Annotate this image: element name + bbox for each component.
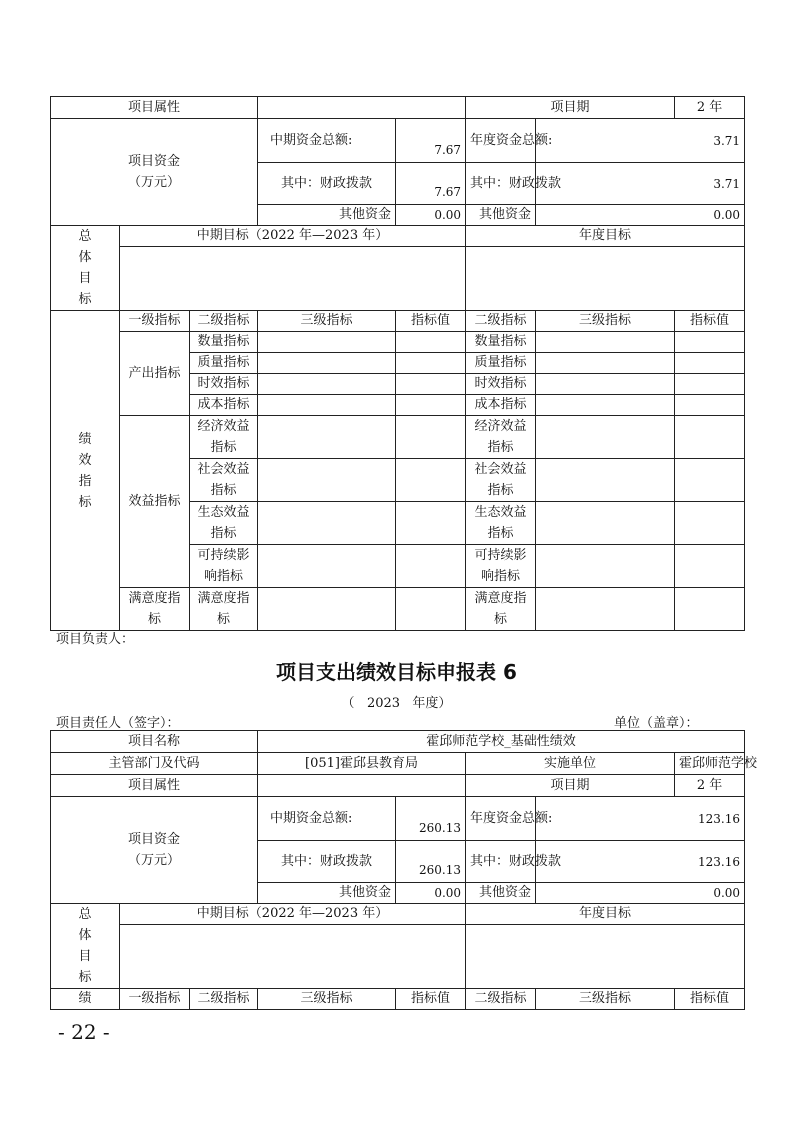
header-level1: 一级指标 <box>120 311 190 332</box>
quantity-indicator: 数量指标 <box>190 332 258 353</box>
annual-total-value: 123.16 <box>536 797 745 841</box>
cell <box>536 416 675 459</box>
mid-total-label: 中期资金总额: <box>258 797 396 841</box>
cell <box>536 459 675 502</box>
cell <box>396 332 466 353</box>
mid-total-value: 260.13 <box>396 797 466 841</box>
mid-goal-header: 中期目标（2022 年—2023 年） <box>120 904 466 925</box>
mid-total-value: 7.67 <box>396 119 466 163</box>
header-value-annual: 指标值 <box>675 989 745 1010</box>
quality-indicator-annual: 质量指标 <box>466 353 536 374</box>
annual-other-value: 0.00 <box>536 205 745 226</box>
mid-total-label: 中期资金总额: <box>258 119 396 163</box>
header-level3: 三级指标 <box>258 311 396 332</box>
attr-value <box>258 775 466 797</box>
project-name-label: 项目名称 <box>51 731 258 753</box>
project-name-value: 霍邱师范学校_基础性绩效 <box>258 731 745 753</box>
cell <box>396 416 466 459</box>
period-label: 项目期 <box>466 775 675 797</box>
cell <box>675 502 745 545</box>
header-level3: 三级指标 <box>258 989 396 1010</box>
cell <box>396 374 466 395</box>
impl-unit-label: 实施单位 <box>466 753 675 775</box>
cell <box>536 502 675 545</box>
cell <box>258 459 396 502</box>
annual-total-value: 3.71 <box>536 119 745 163</box>
period-value: 2 年 <box>675 775 745 797</box>
cell <box>258 545 396 588</box>
header-level2: 二级指标 <box>190 989 258 1010</box>
year-line: （ 2023 年度） <box>341 696 452 711</box>
overall-goal-label: 总 体 目 标 <box>51 226 120 311</box>
sustainability-indicator-annual: 可持续影 响指标 <box>466 545 536 588</box>
mid-goal-content <box>120 247 466 311</box>
timeliness-indicator: 时效指标 <box>190 374 258 395</box>
header-level2: 二级指标 <box>190 311 258 332</box>
cell <box>396 502 466 545</box>
benefit-indicator: 效益指标 <box>120 416 190 588</box>
annual-goal-header: 年度目标 <box>466 226 745 247</box>
attr-value <box>258 97 466 119</box>
cell <box>258 416 396 459</box>
fund-label: 项目资金 （万元） <box>51 797 258 904</box>
cell <box>396 395 466 416</box>
mid-other-label: 其他资金 <box>258 205 396 226</box>
cell <box>258 588 396 631</box>
mid-other-value: 0.00 <box>396 205 466 226</box>
mid-other-label: 其他资金 <box>258 883 396 904</box>
performance-table-5-continued <box>50 96 745 631</box>
fund-label: 项目资金 （万元） <box>51 119 258 226</box>
annual-fiscal-label: 其中：财政拨款 <box>466 841 536 883</box>
cell <box>258 374 396 395</box>
cell <box>675 588 745 631</box>
header-level3-annual: 三级指标 <box>536 311 675 332</box>
annual-fiscal-value: 3.71 <box>536 163 745 205</box>
page-number: - 22 - <box>58 1020 110 1044</box>
header-value: 指标值 <box>396 311 466 332</box>
annual-other-label: 其他资金 <box>466 205 536 226</box>
header-level2-annual: 二级指标 <box>466 311 536 332</box>
social-benefit-indicator-annual: 社会效益 指标 <box>466 459 536 502</box>
mid-fiscal-label: 其中：财政拨款 <box>258 841 396 883</box>
mid-goal-header: 中期目标（2022 年—2023 年） <box>120 226 466 247</box>
cell <box>536 332 675 353</box>
attr-label: 项目属性 <box>51 97 258 119</box>
annual-goal-content <box>466 925 745 989</box>
signer-label: 项目责任人（签字）： <box>56 716 180 731</box>
cell <box>675 374 745 395</box>
satisfaction-indicator-annual: 满意度指 标 <box>466 588 536 631</box>
cell <box>536 353 675 374</box>
unit-seal-label: 单位（盖章）： <box>614 716 699 731</box>
page-title: 项目支出绩效目标申报表 6 <box>276 660 517 684</box>
overall-goal-label: 总 体 目 标 <box>51 904 120 989</box>
cost-indicator: 成本指标 <box>190 395 258 416</box>
cell <box>536 374 675 395</box>
satisfaction-indicator-l1: 满意度指 标 <box>120 588 190 631</box>
cell <box>675 353 745 374</box>
cell <box>396 353 466 374</box>
mid-other-value: 0.00 <box>396 883 466 904</box>
ecological-benefit-indicator-annual: 生态效益 指标 <box>466 502 536 545</box>
quality-indicator: 质量指标 <box>190 353 258 374</box>
mid-goal-content <box>120 925 466 989</box>
dept-label: 主管部门及代码 <box>51 753 258 775</box>
cell <box>675 416 745 459</box>
period-value: 2 年 <box>675 97 745 119</box>
cell <box>675 459 745 502</box>
cost-indicator-annual: 成本指标 <box>466 395 536 416</box>
social-benefit-indicator: 社会效益 指标 <box>190 459 258 502</box>
mid-fiscal-label: 其中：财政拨款 <box>258 163 396 205</box>
cell <box>675 545 745 588</box>
annual-total-label: 年度资金总额: <box>466 119 536 163</box>
mid-fiscal-value: 260.13 <box>396 841 466 883</box>
cell <box>675 395 745 416</box>
satisfaction-indicator-l2: 满意度指 标 <box>190 588 258 631</box>
impl-unit-value: 霍邱师范学校 <box>675 753 745 775</box>
header-level2-annual: 二级指标 <box>466 989 536 1010</box>
cell <box>396 459 466 502</box>
annual-total-label: 年度资金总额: <box>466 797 536 841</box>
attr-label: 项目属性 <box>51 775 258 797</box>
cell <box>396 545 466 588</box>
cell <box>258 353 396 374</box>
economic-benefit-indicator-annual: 经济效益 指标 <box>466 416 536 459</box>
header-level3-annual: 三级指标 <box>536 989 675 1010</box>
cell <box>536 395 675 416</box>
performance-indicator-label: 绩 <box>51 989 120 1010</box>
output-indicator: 产出指标 <box>120 332 190 416</box>
cell <box>536 588 675 631</box>
sustainability-indicator: 可持续影 响指标 <box>190 545 258 588</box>
cell <box>258 395 396 416</box>
header-level1: 一级指标 <box>120 989 190 1010</box>
cell <box>536 545 675 588</box>
annual-goal-content <box>466 247 745 311</box>
annual-other-value: 0.00 <box>536 883 745 904</box>
performance-table-6 <box>50 730 758 1010</box>
cell <box>258 502 396 545</box>
cell <box>675 332 745 353</box>
cell <box>396 588 466 631</box>
cell <box>258 332 396 353</box>
timeliness-indicator-annual: 时效指标 <box>466 374 536 395</box>
annual-fiscal-label: 其中：财政拨款 <box>466 163 536 205</box>
ecological-benefit-indicator: 生态效益 指标 <box>190 502 258 545</box>
header-value-annual: 指标值 <box>675 311 745 332</box>
mid-fiscal-value: 7.67 <box>396 163 466 205</box>
economic-benefit-indicator: 经济效益 指标 <box>190 416 258 459</box>
dept-value: [051]霍邱县教育局 <box>258 753 466 775</box>
annual-fiscal-value: 123.16 <box>536 841 745 883</box>
annual-other-label: 其他资金 <box>466 883 536 904</box>
quantity-indicator-annual: 数量指标 <box>466 332 536 353</box>
header-value: 指标值 <box>396 989 466 1010</box>
performance-indicator-label: 绩 效 指 标 <box>51 311 120 631</box>
responsible-person: 项目负责人： <box>56 632 135 647</box>
annual-goal-header: 年度目标 <box>466 904 745 925</box>
period-label: 项目期 <box>466 97 675 119</box>
